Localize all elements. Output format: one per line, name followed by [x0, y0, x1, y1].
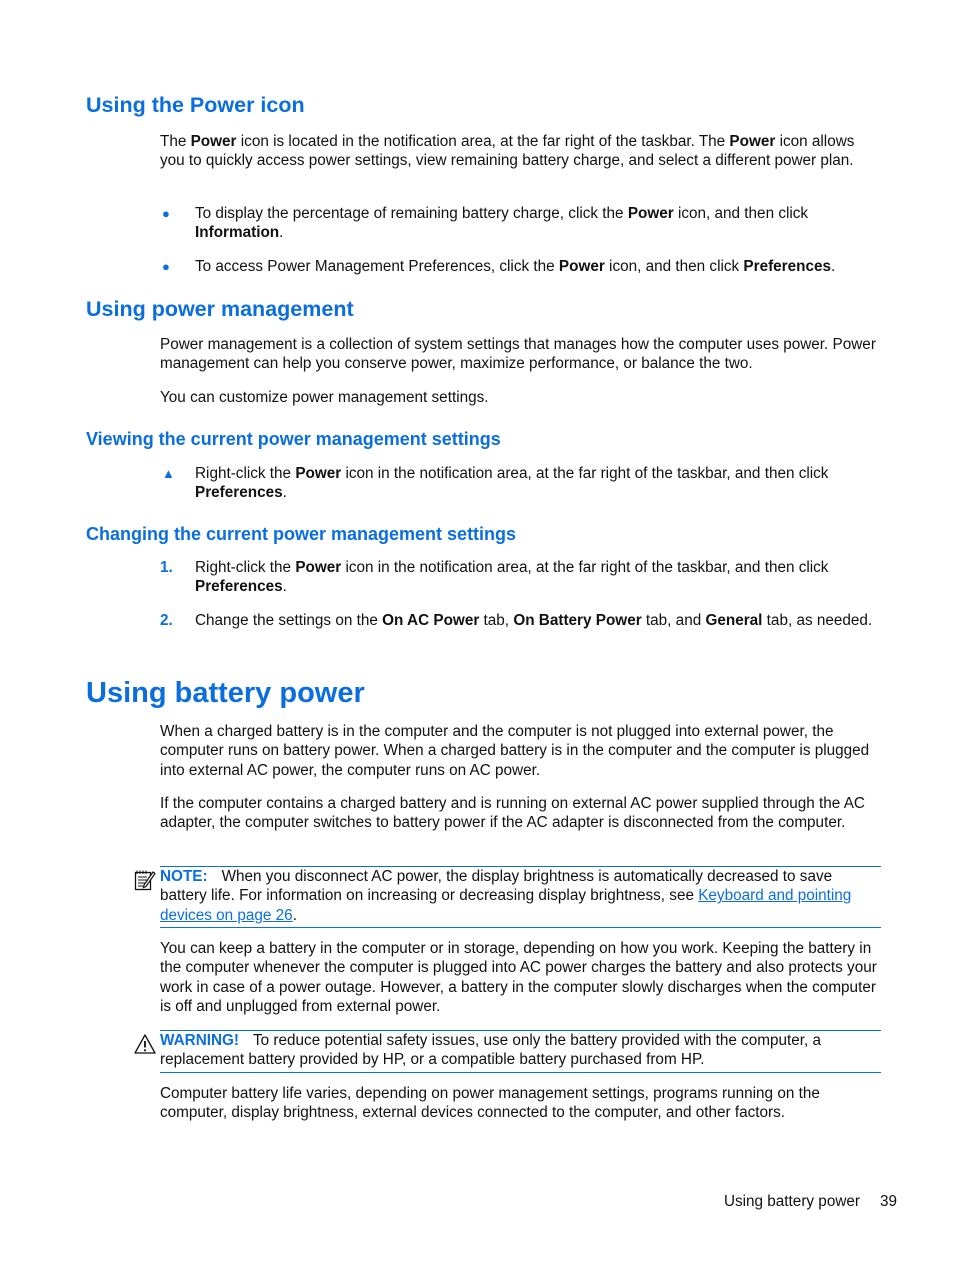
footer-section-name: Using battery power [723, 1193, 860, 1210]
step-number: 1. [160, 559, 173, 576]
bold-term: Power [295, 465, 342, 482]
text-run: . [282, 578, 287, 596]
heading-using-battery-power: Using battery power [86, 677, 365, 709]
numbered-step [160, 611, 880, 630]
text-run: icon in the notification area, at the far right of the taskbar, and then click [341, 559, 829, 576]
text-run: Change the settings on the [195, 612, 383, 629]
step-text [195, 558, 880, 597]
text-run: . [831, 258, 836, 275]
page-number: 39 [879, 1193, 897, 1210]
bullet-item [160, 204, 880, 243]
triangle-item [160, 464, 880, 503]
text-run: tab, and [641, 612, 706, 629]
heading-viewing-settings: Viewing the current power management settings [86, 429, 501, 449]
bold-term: On AC Power [382, 612, 480, 629]
power-management-para-1: Power management is a collection of system settings that manages how the computer uses power. Power management can help you conserve power, maximize performance, or balance the two. [160, 336, 876, 373]
note-box [160, 866, 881, 928]
bold-term: Preferences [195, 578, 283, 596]
bold-term: Information [195, 224, 280, 242]
heading-changing-settings: Changing the current power management settings [86, 524, 517, 544]
text-run: . [282, 484, 287, 502]
battery-para-4: Computer battery life varies, depending on power management settings, programs running on the computer, display brightness, external devices connected to the computer, and other factors. [160, 1085, 820, 1122]
heading-using-power-icon: Using the Power icon [86, 93, 305, 117]
text-run: tab, as needed. [762, 612, 873, 629]
bullet-icon: ● [162, 259, 170, 274]
text-run: icon in the notification area, at the far right of the taskbar, and then click [341, 465, 829, 482]
step-number: 2. [160, 612, 173, 629]
note-text: When you disconnect AC power, the display brightness is automatically decreased to save battery life. For information on increasing or decreasing display brightness, see [160, 868, 833, 905]
page-footer [600, 1192, 897, 1211]
battery-para-3: You can keep a battery in the computer or in storage, depending on how you work. Keeping the battery in the computer whenever the computer is plugged into AC power charges the battery and also protects your work in case of a power outage. However, a battery in the computer slowly discharges when the computer is off and unplugged from external power. [160, 940, 877, 1016]
warning-label: WARNING! [160, 1032, 240, 1049]
bold-term: Power [190, 133, 237, 150]
text-run: Right-click the [195, 465, 296, 482]
power-icon-intro [160, 132, 880, 171]
bullet-text [195, 257, 880, 276]
heading-using-power-management: Using power management [86, 297, 354, 321]
battery-para-1: When a charged battery is in the computer and the computer is not plugged into external power, the computer runs on battery power. When a charged battery is in the computer and the computer is plugged into external AC power, the computer runs on AC power. [160, 723, 870, 779]
triangle-item-text [195, 464, 880, 503]
warning-box [160, 1030, 881, 1073]
bullet-text [195, 204, 880, 243]
triangle-bullet-icon: ▲ [162, 466, 175, 481]
bold-term: Power [295, 559, 342, 576]
bold-term: Preferences [195, 484, 283, 502]
bold-term: Power [729, 133, 776, 150]
text-run: Right-click the [195, 559, 296, 576]
bullet-item [160, 257, 880, 276]
text-run: icon, and then click [673, 205, 809, 222]
note-label: NOTE: [160, 868, 208, 885]
note-icon [134, 869, 156, 891]
text-run: icon allows you to quickly access power settings, view remaining battery charge, and select a different power plan. [160, 133, 855, 170]
battery-para-2: If the computer contains a charged battery and is running on external AC power supplied through the AC adapter, the computer switches to battery power if the AC adapter is disconnected from the computer. [160, 795, 865, 832]
keyboard-pointing-link[interactable]: Keyboard and pointing devices on page 26 [160, 887, 852, 924]
bold-term: Power [558, 258, 605, 275]
power-management-para-2: You can customize power management settings. [160, 389, 489, 406]
bold-term: General [705, 612, 763, 629]
warning-text: To reduce potential safety issues, use only the battery provided with the computer, a replacement battery provided by HP, or a compatible battery purchased from HP. [160, 1032, 822, 1069]
step-text [195, 611, 880, 630]
numbered-step [160, 558, 880, 597]
bold-term: On Battery Power [513, 612, 642, 629]
text-run: . [279, 224, 284, 242]
text-run: icon, and then click [604, 258, 744, 275]
text-run: icon is located in the notification area, at the far right of the taskbar. The [236, 133, 730, 150]
text-run: To display the percentage of remaining battery charge, click the [195, 205, 628, 222]
bold-term: Preferences [743, 258, 832, 275]
text-run: tab, [479, 612, 514, 629]
warning-triangle-icon [134, 1033, 156, 1055]
bold-term: Power [627, 205, 674, 222]
text-run: To access Power Management Preferences, click the [195, 258, 559, 275]
note-period: . [292, 906, 297, 924]
text-run: The [160, 133, 191, 150]
bullet-icon: ● [162, 206, 170, 221]
